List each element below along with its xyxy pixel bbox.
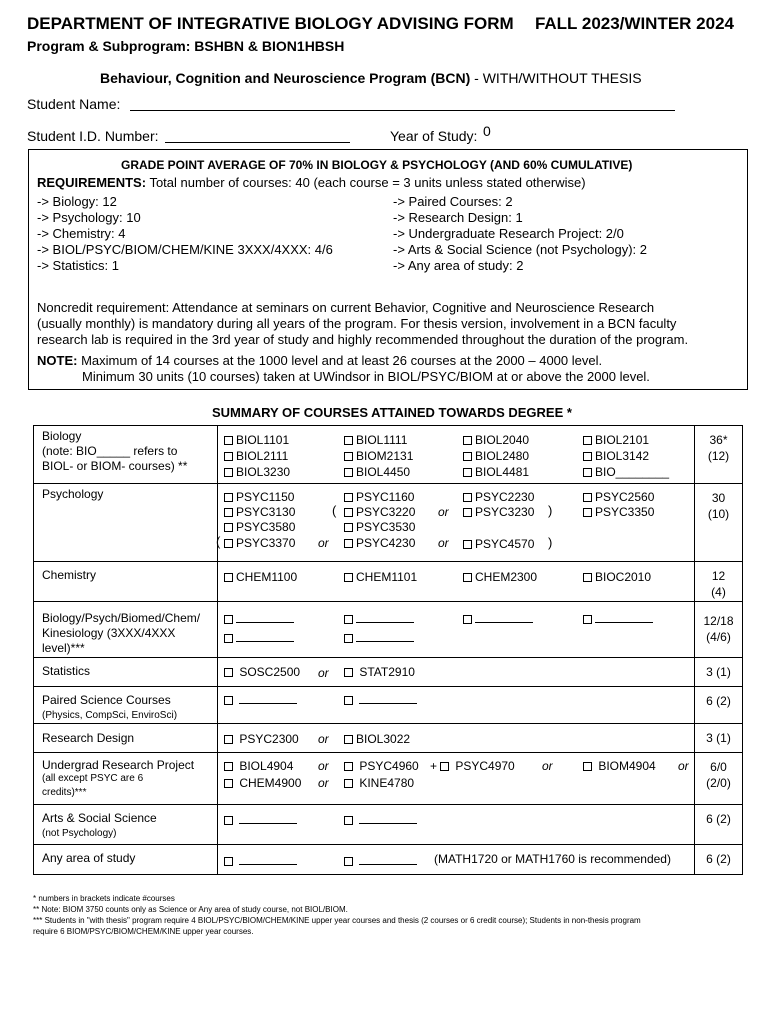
req-upper-year: -> BIOL/PSYC/BIOM/CHEM/KINE 3XXX/4XXX: 4/6 — [37, 242, 333, 257]
course-options — [218, 562, 695, 602]
table-row-paired — [34, 687, 743, 724]
or-label: or — [438, 505, 449, 519]
units-cell: 6 (2) — [695, 687, 743, 724]
student-name-field[interactable] — [130, 110, 675, 111]
category-note: (Physics, CompSci, EnviroSci) — [42, 710, 178, 721]
or-label: or — [678, 759, 689, 773]
course-checkbox[interactable]: BIO________ — [583, 465, 669, 479]
course-checkbox[interactable]: PSYC3220 — [344, 505, 415, 519]
course-checkbox[interactable]: BIOL2040 — [463, 433, 529, 447]
row-label — [34, 602, 218, 658]
requirements-right-list — [393, 194, 647, 274]
blank-course-checkbox[interactable] — [344, 813, 417, 827]
course-options — [218, 426, 695, 484]
units-cell: 6 (2) — [695, 805, 743, 845]
course-checkbox[interactable]: BIOL1111 — [344, 433, 407, 447]
category-label: Research Design — [42, 731, 135, 745]
row-label — [34, 845, 218, 875]
course-options — [218, 724, 695, 753]
blank-course-checkbox[interactable] — [344, 693, 417, 707]
or-label: or — [318, 759, 329, 773]
blank-course-checkbox[interactable] — [224, 693, 297, 707]
requirements-text: Total number of courses: 40 (each course = 3 units unless stated otherwise) — [146, 175, 586, 190]
summary-table — [33, 425, 743, 875]
noncredit-line: Noncredit requirement: Attendance at seminars on current Behavior, Cognitive and Neuroscience Research — [37, 300, 655, 315]
form-title: DEPARTMENT OF INTEGRATIVE BIOLOGY ADVISING FORM — [27, 14, 514, 33]
open-paren: ( — [332, 503, 337, 518]
course-checkbox[interactable]: PSYC2230 — [463, 490, 534, 504]
units-cell: 3 (1) — [695, 658, 743, 687]
footnote: * numbers in brackets indicate #courses — [33, 894, 175, 903]
program-title — [100, 70, 642, 86]
course-checkbox[interactable]: BIOL4450 — [344, 465, 410, 479]
course-checkbox[interactable]: PSYC4960 — [344, 759, 419, 773]
category-label: Chemistry — [42, 568, 97, 582]
course-checkbox[interactable]: BIOM4904 — [583, 759, 656, 773]
table-row-any-area — [34, 845, 743, 875]
category-note: (not Psychology) — [42, 828, 117, 839]
course-checkbox[interactable]: BIOL2111 — [224, 449, 288, 463]
course-checkbox[interactable]: PSYC1160 — [344, 490, 414, 504]
or-label: or — [318, 732, 329, 746]
note-line-2: Minimum 30 units (10 courses) taken at UWindsor in BIOL/PSYC/BIOM at or above the 2000 level. — [82, 369, 650, 384]
noncredit-line: (usually monthly) is mandatory during all years of the program. For thesis version, involvement in a BCN faculty — [37, 316, 677, 331]
requirements-line — [37, 175, 586, 190]
requirements-label: REQUIREMENTS: — [37, 175, 147, 190]
table-row-arts — [34, 805, 743, 845]
course-checkbox[interactable]: BIOM2131 — [344, 449, 413, 463]
or-label: or — [438, 536, 449, 550]
req-psychology: -> Psychology: 10 — [37, 210, 141, 225]
req-arts: -> Arts & Social Science (not Psychology): 2 — [393, 242, 647, 257]
noncredit-requirement — [37, 300, 688, 348]
row-label — [34, 724, 218, 753]
category-note: (all except PSYC are 6 — [42, 773, 144, 784]
course-checkbox[interactable]: PSYC4970 — [440, 759, 515, 773]
course-options — [218, 845, 695, 875]
category-label: Any area of study — [42, 851, 136, 865]
course-checkbox[interactable]: PSYC3130 — [224, 505, 295, 519]
course-checkbox[interactable]: PSYC3580 — [224, 520, 295, 534]
blank-course-checkbox[interactable] — [344, 612, 414, 626]
units-cell: 6 (2) — [695, 845, 743, 875]
course-checkbox[interactable]: PSYC3230 — [463, 505, 534, 519]
row-label — [34, 426, 218, 484]
category-label: Arts & Social Science — [42, 811, 157, 825]
course-checkbox[interactable]: PSYC1150 — [224, 490, 294, 504]
course-checkbox[interactable]: PSYC3530 — [344, 520, 415, 534]
category-label: Biology/Psych/Biomed/Chem/ — [42, 611, 201, 625]
course-checkbox[interactable]: BIOL3230 — [224, 465, 290, 479]
req-research-design: -> Research Design: 1 — [393, 210, 523, 225]
program-line: Program & Subprogram: BSHBN & BION1HBSH — [27, 38, 345, 54]
category-note: credits)*** — [42, 787, 87, 798]
units-cell: 36* (12) — [695, 426, 743, 484]
category-note: (note: BIO_____ refers to — [42, 444, 178, 458]
footnotes — [33, 893, 641, 937]
blank-course-checkbox[interactable] — [224, 813, 297, 827]
course-options — [218, 805, 695, 845]
blank-course-checkbox[interactable] — [224, 854, 297, 868]
gpa-heading: GRADE POINT AVERAGE OF 70% IN BIOLOGY & PSYCHOLOGY (AND 60% CUMULATIVE) — [121, 158, 633, 172]
footnote: ** Note: BIOM 3750 counts only as Science or Any area of study course, not BIOL/BIOM. — [33, 905, 348, 914]
program-suffix: - WITH/WITHOUT THESIS — [470, 70, 642, 86]
term-label: FALL 2023/WINTER 2024 — [534, 14, 734, 33]
footnote: *** Students in "with thesis" program require 4 BIOL/PSYC/BIOM/CHEM/KINE upper year courses and thesis (2 courses or 6 credit course); Students in non-thesis program — [33, 916, 641, 925]
note-line — [37, 353, 602, 368]
course-checkbox[interactable]: PSYC4570 — [463, 537, 534, 551]
course-checkbox[interactable]: PSYC3370 — [224, 536, 295, 550]
course-checkbox[interactable]: CHEM1101 — [344, 570, 417, 584]
or-label: or — [318, 776, 329, 790]
course-checkbox[interactable]: PSYC4230 — [344, 536, 415, 550]
course-checkbox[interactable]: CHEM1100 — [224, 570, 297, 584]
req-chemistry: -> Chemistry: 4 — [37, 226, 126, 241]
course-checkbox[interactable]: PSYC2300 — [224, 732, 299, 746]
category-label: Psychology — [42, 487, 104, 501]
table-row-research-design — [34, 724, 743, 753]
course-checkbox[interactable]: SOSC2500 — [224, 665, 300, 679]
course-checkbox[interactable]: BIOL2480 — [463, 449, 529, 463]
table-row-upper-year — [34, 602, 743, 658]
course-checkbox[interactable]: STAT2910 — [344, 665, 415, 679]
units-cell: 6/0 (2/0) — [695, 753, 743, 805]
course-checkbox[interactable]: BIOL4904 — [224, 759, 293, 773]
note-text: Maximum of 14 courses at the 1000 level and at least 26 courses at the 2000 – 4000 level. — [77, 353, 603, 368]
table-row-biology — [34, 426, 743, 484]
course-checkbox[interactable]: BIOL4481 — [463, 465, 529, 479]
footnote: require 6 BIOM/PSYC/BIOM/CHEM/KINE upper year courses. — [33, 927, 254, 936]
course-checkbox[interactable]: CHEM2300 — [463, 570, 537, 584]
blank-course-checkbox[interactable] — [344, 631, 414, 645]
req-undergrad-project: -> Undergraduate Research Project: 2/0 — [393, 226, 624, 241]
blank-course-checkbox[interactable] — [224, 612, 294, 626]
category-label: level)*** — [42, 641, 85, 655]
math-recommendation: (MATH1720 or MATH1760 is recommended) — [434, 852, 671, 866]
year-of-study-value[interactable]: 0 — [483, 123, 491, 139]
category-label: Paired Science Courses — [42, 693, 171, 707]
course-checkbox[interactable]: BIOL3142 — [583, 449, 649, 463]
blank-course-checkbox[interactable] — [463, 612, 533, 626]
program-name: Behaviour, Cognition and Neuroscience Program (BCN) — [100, 70, 471, 86]
course-checkbox[interactable]: BIOL2101 — [583, 433, 649, 447]
year-of-study-label: Year of Study: — [390, 128, 478, 144]
row-label — [34, 805, 218, 845]
units-cell: 12 (4) — [695, 562, 743, 602]
table-row-chemistry — [34, 562, 743, 602]
or-label: or — [542, 759, 553, 773]
blank-course-checkbox[interactable] — [344, 854, 417, 868]
blank-course-checkbox[interactable] — [583, 612, 653, 626]
close-paren: ) — [548, 503, 553, 518]
row-label — [34, 687, 218, 724]
req-any-area: -> Any area of study: 2 — [393, 258, 524, 273]
course-options — [218, 687, 695, 724]
row-label — [34, 562, 218, 602]
open-paren: ( — [216, 534, 221, 549]
course-checkbox[interactable]: BIOL3022 — [344, 732, 410, 746]
table-row-undergrad-project — [34, 753, 743, 805]
note-label: NOTE: — [37, 353, 78, 368]
course-options — [218, 658, 695, 687]
units-cell: 30 (10) — [695, 484, 743, 562]
student-id-field[interactable] — [165, 142, 350, 143]
course-checkbox[interactable]: PSYC2560 — [583, 490, 654, 504]
table-row-statistics — [34, 658, 743, 687]
table-row-psychology — [34, 484, 743, 562]
req-statistics: -> Statistics: 1 — [37, 258, 119, 273]
units-cell: 12/18 (4/6) — [695, 602, 743, 658]
summary-heading: SUMMARY OF COURSES ATTAINED TOWARDS DEGREE * — [212, 405, 572, 420]
blank-course-checkbox[interactable] — [224, 631, 294, 645]
noncredit-line: research lab is required in the 3rd year of study and highly recommended throughout the duration of the program. — [37, 332, 689, 347]
row-label — [34, 484, 221, 562]
close-paren: ) — [548, 535, 553, 550]
category-note: BIOL- or BIOM- courses) ** — [42, 459, 188, 473]
requirements-left-list — [37, 194, 333, 274]
student-name-label: Student Name: — [27, 96, 121, 112]
req-paired: -> Paired Courses: 2 — [393, 194, 513, 209]
student-id-label: Student I.D. Number: — [27, 128, 159, 144]
course-checkbox[interactable]: PSYC3350 — [583, 505, 654, 519]
course-checkbox[interactable]: BIOC2010 — [583, 570, 651, 584]
course-checkbox[interactable]: KINE4780 — [344, 776, 414, 790]
category-label: Biology — [42, 429, 82, 443]
course-options — [218, 484, 695, 562]
row-label — [34, 658, 218, 687]
category-label: Undergrad Research Project — [42, 758, 195, 772]
course-checkbox[interactable]: CHEM4900 — [224, 776, 301, 790]
row-label — [34, 753, 218, 805]
course-options — [218, 753, 695, 805]
category-label: Statistics — [42, 664, 91, 678]
requirements-box — [28, 149, 748, 390]
plus-label: + — [430, 759, 438, 773]
category-label: Kinesiology (3XXX/4XXX — [42, 626, 176, 640]
course-checkbox[interactable]: BIOL1101 — [224, 433, 289, 447]
or-label: or — [318, 666, 329, 680]
or-label: or — [318, 536, 329, 550]
units-cell: 3 (1) — [695, 724, 743, 753]
course-options — [218, 602, 695, 658]
req-biology: -> Biology: 12 — [37, 194, 117, 209]
